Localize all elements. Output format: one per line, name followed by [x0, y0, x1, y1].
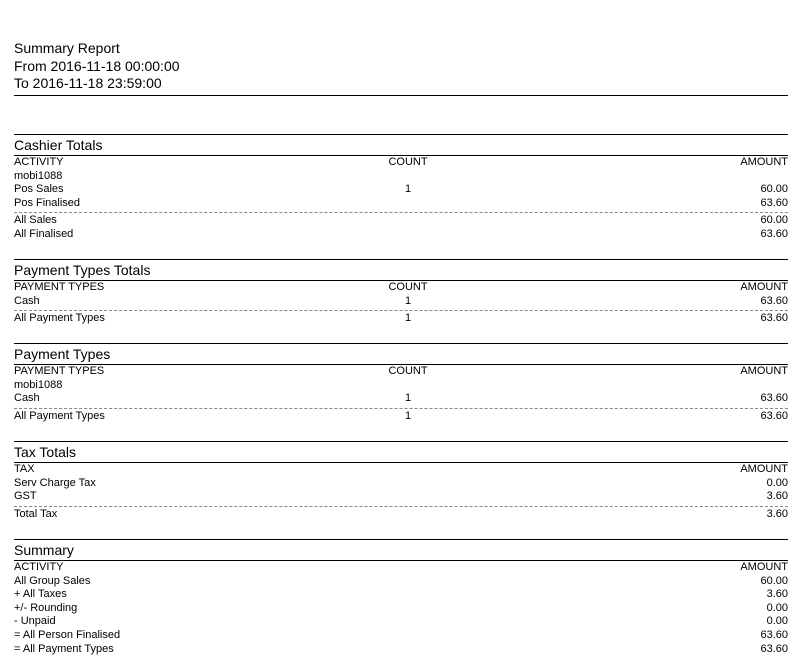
row-amount: 60.00	[760, 574, 788, 587]
report-from-date: From 2016-11-18 00:00:00	[14, 57, 180, 74]
row-label: Pos Sales	[14, 183, 64, 196]
cashier-name: mobi1088	[14, 378, 63, 391]
table-header-row	[14, 156, 788, 170]
column-header-amount: AMOUNT	[740, 365, 788, 377]
table-header-row	[14, 463, 788, 477]
table-row	[14, 615, 788, 629]
row-amount: 63.60	[760, 196, 788, 209]
section-title: Cashier Totals	[14, 137, 103, 153]
row-label: Cash	[14, 294, 40, 307]
section-title: Summary	[14, 542, 74, 558]
row-amount: 63.60	[760, 642, 788, 655]
row-label: Serv Charge Tax	[14, 476, 96, 489]
table-row	[14, 490, 788, 504]
row-count: 1	[404, 183, 412, 196]
row-label: - Unpaid	[14, 615, 56, 628]
section-title: Payment Types Totals	[14, 262, 151, 278]
column-header-count: COUNT	[388, 281, 428, 293]
row-label: All Sales	[14, 214, 57, 227]
payment-types-section	[14, 343, 788, 423]
column-header-label: ACTIVITY	[14, 561, 64, 573]
row-amount: 63.60	[760, 294, 788, 307]
row-amount: 63.60	[760, 628, 788, 641]
row-label: Total Tax	[14, 507, 58, 520]
column-header-label: PAYMENT TYPES	[14, 281, 105, 293]
row-amount: 63.60	[760, 227, 788, 240]
table-row	[14, 477, 788, 491]
cashier-name-row	[14, 170, 788, 184]
section-top-rule	[14, 343, 788, 344]
row-amount: 0.00	[766, 476, 788, 489]
table-row	[14, 575, 788, 589]
row-label: All Finalised	[14, 227, 74, 240]
report-header	[14, 40, 180, 93]
column-header-amount: AMOUNT	[740, 561, 788, 573]
column-header-label: PAYMENT TYPES	[14, 365, 105, 377]
row-amount: 0.00	[766, 615, 788, 628]
row-label: All Payment Types	[14, 409, 105, 422]
column-header-count: COUNT	[388, 156, 428, 168]
row-amount: 63.60	[760, 312, 788, 325]
table-header-row	[14, 281, 788, 295]
row-amount: 63.60	[760, 409, 788, 422]
row-label: Cash	[14, 392, 40, 405]
section-top-rule	[14, 134, 788, 135]
row-amount: 3.60	[766, 507, 788, 520]
cashier-name: mobi1088	[14, 169, 63, 182]
dashed-divider	[14, 506, 788, 507]
table-row	[14, 392, 788, 406]
header-divider	[14, 95, 788, 96]
section-top-rule	[14, 259, 788, 260]
row-label: = All Person Finalised	[14, 628, 121, 641]
summary-section	[14, 539, 788, 656]
section-title: Payment Types	[14, 346, 111, 362]
report-to-date: To 2016-11-18 23:59:00	[14, 75, 162, 91]
row-label: +/- Rounding	[14, 601, 78, 614]
row-amount: 3.60	[766, 588, 788, 601]
row-amount: 63.60	[760, 392, 788, 405]
column-header-amount: AMOUNT	[740, 463, 788, 475]
row-amount: 60.00	[760, 183, 788, 196]
row-amount: 0.00	[766, 601, 788, 614]
table-row	[14, 602, 788, 616]
section-top-rule	[14, 539, 788, 540]
section-top-rule	[14, 441, 788, 442]
column-header-amount: AMOUNT	[740, 156, 788, 168]
table-header-row	[14, 365, 788, 379]
row-label: All Payment Types	[14, 312, 105, 325]
row-count: 1	[404, 409, 412, 422]
cashier-name-row	[14, 379, 788, 393]
column-header-amount: AMOUNT	[740, 281, 788, 293]
row-amount: 60.00	[760, 214, 788, 227]
total-row	[14, 312, 788, 326]
row-amount: 3.60	[766, 490, 788, 503]
row-label: + All Taxes	[14, 588, 67, 601]
column-header-label: ACTIVITY	[14, 156, 64, 168]
dashed-divider	[14, 408, 788, 409]
total-row	[14, 410, 788, 424]
report-title: Summary Report	[14, 40, 120, 56]
row-count: 1	[404, 294, 412, 307]
tax-totals-section	[14, 441, 788, 521]
table-row	[14, 183, 788, 197]
table-row	[14, 588, 788, 602]
column-header-label: TAX	[14, 463, 35, 475]
row-label: Pos Finalised	[14, 196, 81, 209]
dashed-divider	[14, 310, 788, 311]
cashier-totals-section	[14, 134, 788, 242]
row-label: All Group Sales	[14, 574, 91, 587]
row-count: 1	[404, 392, 412, 405]
total-row	[14, 214, 788, 228]
row-label: GST	[14, 490, 37, 503]
total-row	[14, 228, 788, 242]
section-title: Tax Totals	[14, 444, 76, 460]
total-row	[14, 508, 788, 522]
table-row	[14, 295, 788, 309]
row-count: 1	[404, 312, 412, 325]
payment-types-totals-section	[14, 259, 788, 326]
column-header-count: COUNT	[388, 365, 428, 377]
dashed-divider	[14, 212, 788, 213]
table-row	[14, 643, 788, 657]
table-row	[14, 197, 788, 211]
row-label: = All Payment Types	[14, 642, 114, 655]
table-row	[14, 629, 788, 643]
table-header-row	[14, 561, 788, 575]
